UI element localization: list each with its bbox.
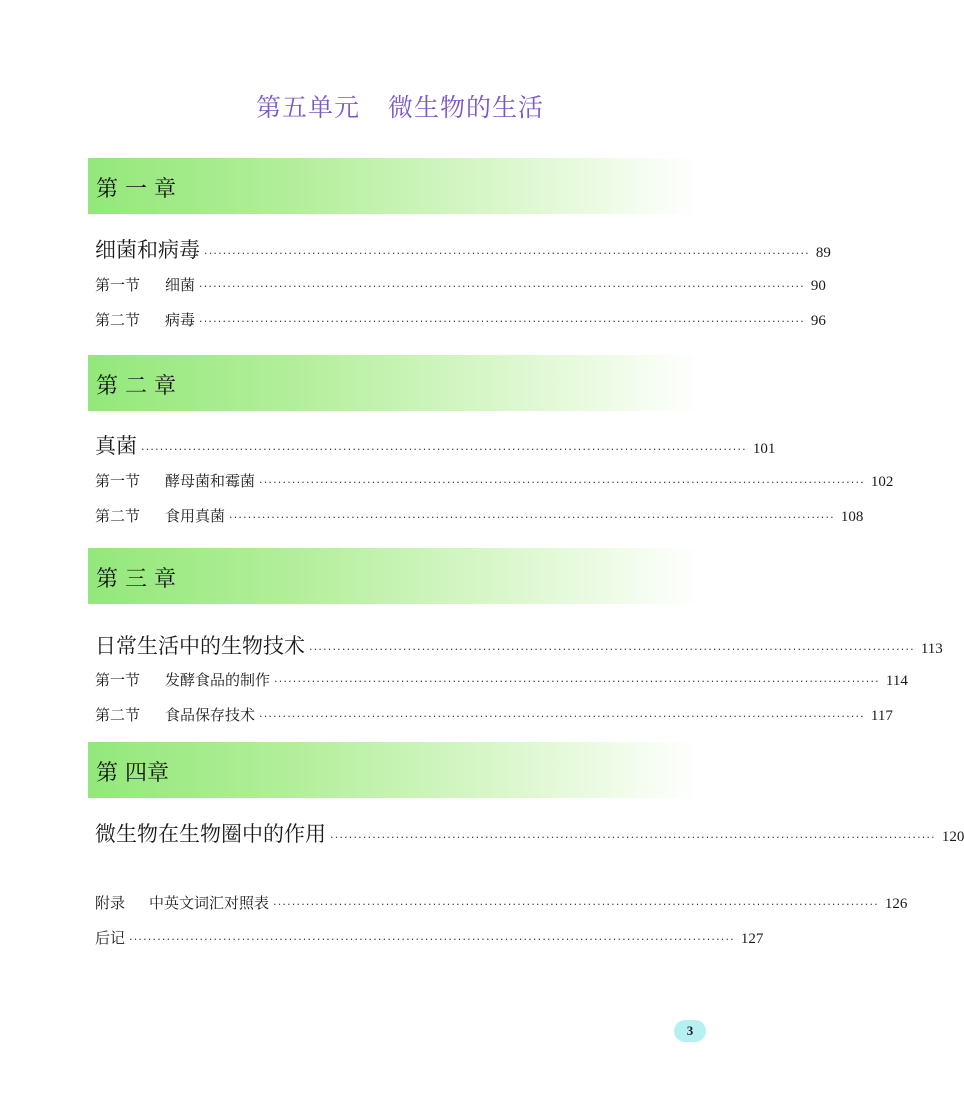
chapter-2-title: 真菌 [95, 434, 137, 458]
section-title: 酵母菌和霉菌 [165, 472, 256, 490]
toc-entry-1-1[interactable] [95, 274, 826, 295]
leader-dots: ································································································································· [199, 280, 805, 293]
leader-dots: ································································································································· [229, 511, 835, 524]
chapter-3-title: 日常生活中的生物技术 [95, 634, 305, 658]
chapter-1-title: 细菌和病毒 [95, 238, 200, 262]
toc-entry-chapter-1[interactable] [95, 234, 831, 264]
section-page: 90 [810, 278, 826, 294]
chapter-2-header [88, 355, 700, 411]
leader-dots: ································································································································· [129, 933, 735, 946]
section-page: 117 [870, 708, 893, 724]
chapter-4-header [88, 742, 700, 798]
afterword-label: 后记 [95, 929, 126, 947]
chapter-3-label: 第 三 章 [96, 567, 176, 592]
section-num: 第一节 [95, 671, 141, 689]
chapter-3-header [88, 548, 700, 604]
toc-entry-chapter-2[interactable] [95, 430, 776, 460]
chapter-1-page: 89 [815, 245, 831, 261]
unit-prefix: 第五单元 [255, 93, 360, 122]
toc-entry-afterword[interactable] [95, 927, 764, 948]
unit-name: 微生物的生活 [388, 93, 545, 122]
section-num: 第一节 [95, 276, 141, 294]
section-num: 第一节 [95, 472, 141, 490]
chapter-4-title: 微生物在生物圈中的作用 [95, 822, 326, 846]
section-page: 114 [885, 673, 908, 689]
toc-entry-2-1[interactable] [95, 470, 894, 491]
chapter-2-page: 101 [752, 441, 776, 457]
unit-title [0, 88, 800, 124]
section-title: 食用真菌 [165, 507, 226, 525]
toc-entry-chapter-3[interactable] [95, 630, 943, 660]
leader-dots: ································································································································· [141, 443, 747, 456]
leader-dots: ································································································································· [273, 898, 879, 911]
section-title: 病毒 [165, 311, 196, 329]
section-title: 食品保存技术 [165, 706, 256, 724]
appendix-label: 附录 [95, 894, 126, 912]
chapter-4-label: 第 四章 [96, 761, 169, 786]
section-page: 108 [840, 509, 864, 525]
section-num: 第二节 [95, 311, 141, 329]
section-num: 第二节 [95, 507, 141, 525]
leader-dots: ································································································································· [204, 247, 810, 260]
leader-dots: ································································································································· [199, 315, 805, 328]
section-page: 96 [810, 313, 826, 329]
appendix-page: 126 [884, 896, 908, 912]
section-title: 发酵食品的制作 [165, 671, 271, 689]
page-number-badge: 3 [674, 1020, 706, 1042]
leader-dots: ································································································································· [274, 675, 880, 688]
section-num: 第二节 [95, 706, 141, 724]
toc-entry-appendix[interactable] [95, 892, 908, 913]
toc-entry-chapter-4[interactable] [95, 818, 964, 848]
toc-entry-3-1[interactable] [95, 669, 908, 690]
leader-dots: ································································································································· [309, 643, 915, 656]
section-page: 102 [870, 474, 894, 490]
chapter-3-page: 113 [920, 641, 943, 657]
toc-entry-3-2[interactable] [95, 704, 893, 725]
afterword-page: 127 [740, 931, 764, 947]
chapter-2-label: 第 二 章 [96, 374, 176, 399]
leader-dots: ································································································································· [259, 476, 865, 489]
section-title: 细菌 [165, 276, 196, 294]
chapter-1-header [88, 158, 700, 214]
chapter-1-label: 第 一 章 [96, 177, 176, 202]
appendix-title: 中英文词汇对照表 [149, 894, 270, 912]
toc-entry-1-2[interactable] [95, 309, 826, 330]
toc-entry-2-2[interactable] [95, 505, 864, 526]
chapter-4-page: 120 [941, 829, 964, 845]
leader-dots: ································································································································· [330, 831, 936, 844]
leader-dots: ································································································································· [259, 710, 865, 723]
